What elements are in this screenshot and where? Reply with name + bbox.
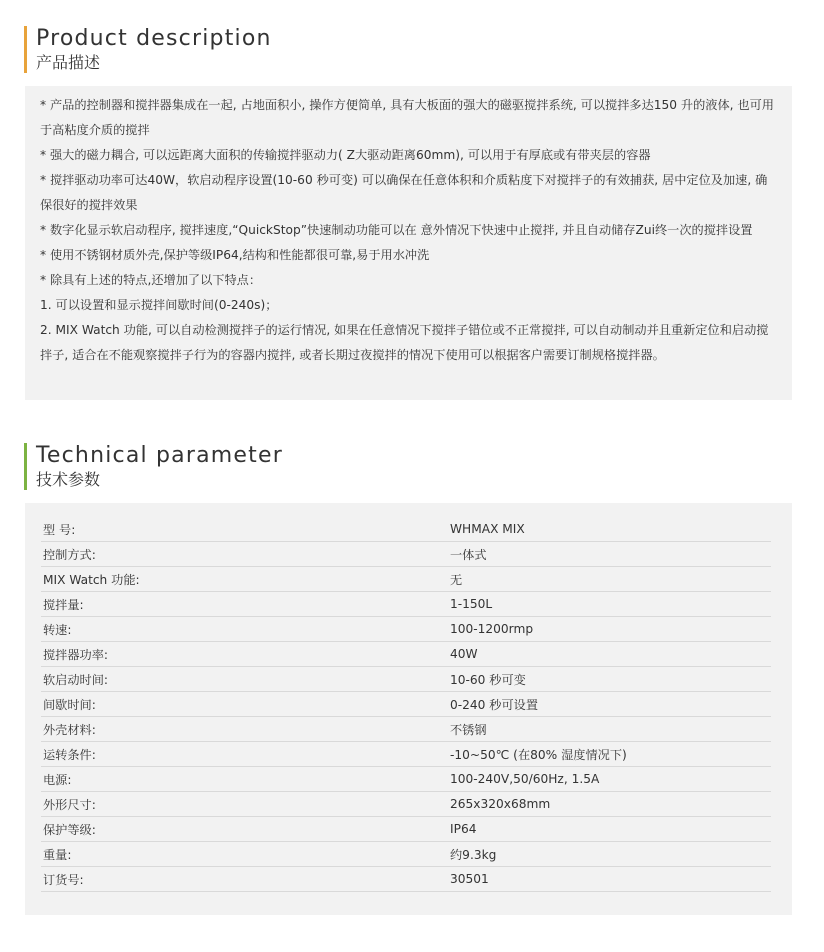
parameter-label: 搅拌器功率: — [41, 642, 448, 667]
parameter-value: IP64 — [448, 817, 771, 842]
table-row — [41, 767, 771, 792]
table-row — [41, 667, 771, 692]
parameter-label: 搅拌量: — [41, 592, 448, 617]
table-row — [41, 842, 771, 867]
product-description-title: Product description — [36, 26, 272, 51]
table-row — [41, 642, 771, 667]
table-row — [41, 742, 771, 767]
parameter-label: 软启动时间: — [41, 667, 448, 692]
description-paragraph: 2. MIX Watch 功能, 可以自动检测搅拌子的运行情况, 如果在任意情况下搅拌子错位或不正常搅拌, 可以自动制动并且重新定位和启动搅拌子, 适合在不能观察搅拌子行为的容器内搅拌, 或者长期过夜搅拌的情况下使用可以根据客户需要订制规格搅拌器。 — [40, 323, 769, 362]
description-paragraph: * 搅拌驱动功率可达40W，软启动程序设置(10-60 秒可变) 可以确保在任意体积和介质粘度下对搅拌子的有效捕获, 居中定位及加速, 确保很好的搅拌效果 — [40, 173, 768, 212]
parameter-label: 转速: — [41, 617, 448, 642]
technical-parameter-title: Technical parameter — [36, 443, 283, 468]
technical-parameter-panel — [25, 503, 792, 915]
technical-parameter-header — [24, 443, 283, 490]
technical-parameter-subtitle: 技术参数 — [36, 470, 101, 489]
table-row — [41, 817, 771, 842]
parameter-value: 100-240V,50/60Hz, 1.5A — [448, 767, 771, 792]
parameter-label: 间歇时间: — [41, 692, 448, 717]
parameter-label: 外形尺寸: — [41, 792, 448, 817]
parameter-value: 10-60 秒可变 — [448, 667, 771, 692]
description-paragraph: * 强大的磁力耦合, 可以远距离大面积的传输搅拌驱动力( Z大驱动距离60mm), 可以用于有厚底或有带夹层的容器 — [40, 148, 651, 162]
table-row — [41, 567, 771, 592]
product-description-body — [25, 86, 792, 368]
parameter-value: 1-150L — [448, 592, 771, 617]
parameter-value: 0-240 秒可设置 — [448, 692, 771, 717]
parameter-label: 电源: — [41, 767, 448, 792]
parameter-value: WHMAX MIX — [448, 517, 771, 542]
table-row — [41, 717, 771, 742]
parameter-value: 40W — [448, 642, 771, 667]
parameter-value: -10~50℃ (在80% 湿度情况下) — [448, 742, 771, 767]
parameter-label: 重量: — [41, 842, 448, 867]
parameter-value: 265x320x68mm — [448, 792, 771, 817]
parameter-label: 型 号: — [41, 517, 448, 542]
table-row — [41, 867, 771, 892]
parameter-label: 运转条件: — [41, 742, 448, 767]
table-row — [41, 792, 771, 817]
parameter-table — [41, 517, 771, 892]
parameter-label: 订货号: — [41, 867, 448, 892]
description-paragraph: * 除具有上述的特点,还增加了以下特点： — [40, 273, 262, 287]
product-description-header — [24, 26, 272, 73]
parameter-label: 外壳材料: — [41, 717, 448, 742]
parameter-value: 不锈钢 — [448, 717, 771, 742]
table-row — [41, 542, 771, 567]
table-row — [41, 692, 771, 717]
parameter-label: 保护等级: — [41, 817, 448, 842]
table-row — [41, 617, 771, 642]
description-paragraph: * 产品的控制器和搅拌器集成在一起, 占地面积小, 操作方便简单, 具有大板面的强大的磁驱搅拌系统, 可以搅拌多达150 升的液体, 也可用于高粘度介质的搅拌 — [40, 98, 774, 137]
parameter-label: MIX Watch 功能: — [41, 567, 448, 592]
product-description-panel — [25, 86, 792, 400]
parameter-value: 100-1200rmp — [448, 617, 771, 642]
description-paragraph: 1. 可以设置和显示搅拌间歇时间(0-240s)； — [40, 298, 278, 312]
description-paragraph: * 使用不锈钢材质外壳,保护等级IP64,结构和性能都很可靠,易于用水冲洗 — [40, 248, 430, 262]
parameter-label: 控制方式: — [41, 542, 448, 567]
parameter-value: 一体式 — [448, 542, 771, 567]
parameter-value: 无 — [448, 567, 771, 592]
product-description-subtitle: 产品描述 — [36, 53, 101, 72]
parameter-value: 约9.3kg — [448, 842, 771, 867]
table-row — [41, 592, 771, 617]
description-paragraph: * 数字化显示软启动程序, 搅拌速度,“QuickStop”快速制动功能可以在 意外情况下快速中止搅拌, 并且自动储存Zui终一次的搅拌设置 — [40, 223, 753, 237]
parameter-value: 30501 — [448, 867, 771, 892]
table-row — [41, 517, 771, 542]
